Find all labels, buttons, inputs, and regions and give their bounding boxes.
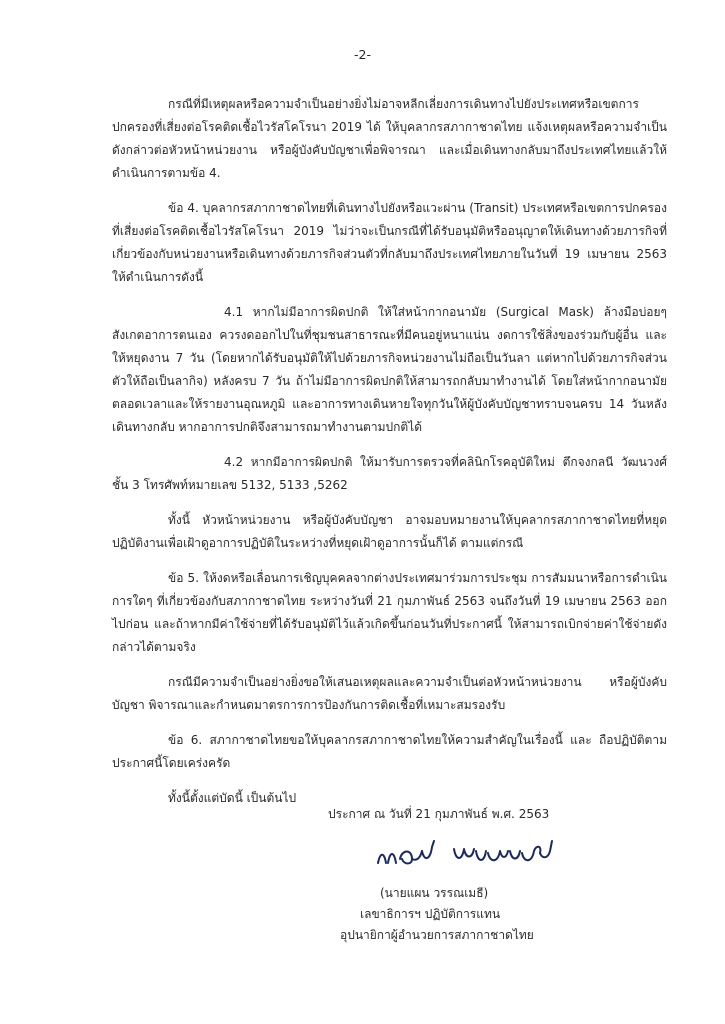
signer-details [300,883,534,946]
paragraph-supervisor-assignment: ทั้งนี้ หัวหน้าหน่วยงาน หรือผู้บังคับบัญชา อาจมอบหมายงานให้บุคลากรสภากาชาดไทยที่หยุดปฏิบัติงานเพื่อเฝ้าดูอาการปฏิบัติในระหว่างที่หยุดเฝ้าดูอาการนั้นก็ได้ ตามแต่กรณี [112,513,667,550]
signer-position: เลขาธิการฯ ปฏิบัติการแทน [360,907,501,921]
paragraph-article-4: ข้อ 4. บุคลากรสภากาชาดไทยที่เดินทางไปยังหรือแวะผ่าน (Transit) ประเทศหรือเขตการปกครองที่เสี่ยงต่อโรคติดเชื้อไวรัสโคโรนา 2019 ไม่ว่าจะเป็นกรณีที่ได้รับอนุมัติหรืออนุญาตให้เดินทางด้วยภารกิจที่เกี่ยวข้องกับหน่วยงานหรือเดินทางด้วยภารกิจส่วนตัวที่กลับมาถึงประเทศไทยภายในวันที่ 19 เมษายน 2563 ให้ดำเนินการดังนี้ [112,201,667,284]
paragraph-article-5: ข้อ 5. ให้งดหรือเลื่อนการเชิญบุคคลจากต่างประเทศมาร่วมการประชุม การสัมมนาหรือการดำเนินการใดๆ ที่เกี่ยวข้องกับสภากาชาดไทย ระหว่างวันที่ 21 กุมภาพันธ์ 2563 จนถึงวันที่ 19 เมษายน 2563 ออกไปก่อน และถ้าหากมีค่าใช้จ่ายที่ได้รับอนุมัติไว้แล้วเกิดขึ้นก่อนวันที่ประกาศนี้ ให้สามารถเบิกจ่ายค่าใช้จ่ายดังกล่าวได้ตามจริง [112,571,667,654]
page-number: -2- [354,47,371,62]
paragraph-necessity-case: กรณีมีความจำเป็นอย่างยิ่งขอให้เสนอเหตุผลและความจำเป็นต่อหัวหน้าหน่วยงาน หรือผู้บังคับบัญชา พิจารณาและกำหนดมาตรการการป้องกันการติดเชื้อที่เหมาะสมรองรับ [112,675,667,712]
paragraph-effective: ทั้งนี้ตั้งแต่บัดนี้ เป็นต้นไป [168,791,297,805]
paragraph-article-4-1: 4.1 หากไม่มีอาการผิดปกติ ให้ใส่หน้ากากอนามัย (Surgical Mask) ล้างมือบ่อยๆ สังเกตอาการตนเอง ควรงดออกไปในที่ชุมชนสาธารณะที่มีคนอยู่หนาแน่น งดการใช้สิ่งของร่วมกับผู้อื่น และให้หยุดงาน 7 วัน (โดยหากได้รับอนุมัติให้ไปด้วยภารกิจหน่วยงานไม่ถือเป็นวันลา แต่หากไปด้วยภารกิจส่วนตัวให้ถือเป็นลากิจ) หลังครบ 7 วัน ถ้าไม่มีอาการผิดปกติให้สามารถกลับมาทำงานได้ โดยใส่หน้ากากอนามัยตลอดเวลาและให้รายงานอุณหภูมิ และอาการทางเดินหายใจทุกวันให้ผู้บังคับบัญชาทราบจนครบ 14 วันหลังเดินทางกลับ หากอาการปกติจึงสามารถมาทำงานตามปกติได้ [112,305,667,434]
signature-block [300,803,620,942]
signer-organization-title: อุปนายิกาผู้อำนวยการสภากาชาดไทย [340,928,534,942]
paragraph-article-4-2: 4.2 หากมีอาการผิดปกติ ให้มารับการตรวจที่คลินิกโรคอุบัติใหม่ ตึกจงกลนี วัฒนวงศ์ ชั้น 3 โทรศัพท์หมายเลข 5132, 5133 ,5262 [112,455,667,492]
paragraph-exception-travel: กรณีที่มีเหตุผลหรือความจำเป็นอย่างยิ่งไม่อาจหลีกเลี่ยงการเดินทางไปยังประเทศหรือเขตการปกครองที่เสี่ยงต่อโรคติดเชื้อไวรัสโคโรนา 2019 ได้ ให้บุคลากรสภากาชาดไทย แจ้งเหตุผลหรือความจำเป็นดังกล่าวต่อหัวหน้าหน่วยงาน หรือผู้บังคับบัญชาเพื่อพิจารณา และเมื่อเดินทางกลับมาถึงประเทศไทยแล้วให้ดำเนินการตามข้อ 4. [112,97,667,180]
handwritten-signature [372,829,562,871]
announcement-date: ประกาศ ณ วันที่ 21 กุมภาพันธ์ พ.ศ. 2563 [328,807,550,821]
signer-name: (นายแผน วรรณเมธี) [380,886,489,900]
document-body [112,93,667,810]
paragraph-article-6: ข้อ 6. สภากาชาดไทยขอให้บุคลากรสภากาชาดไทยให้ความสำคัญในเรื่องนี้ และ ถือปฏิบัติตามประกาศนี้โดยเคร่งครัด [112,733,667,770]
